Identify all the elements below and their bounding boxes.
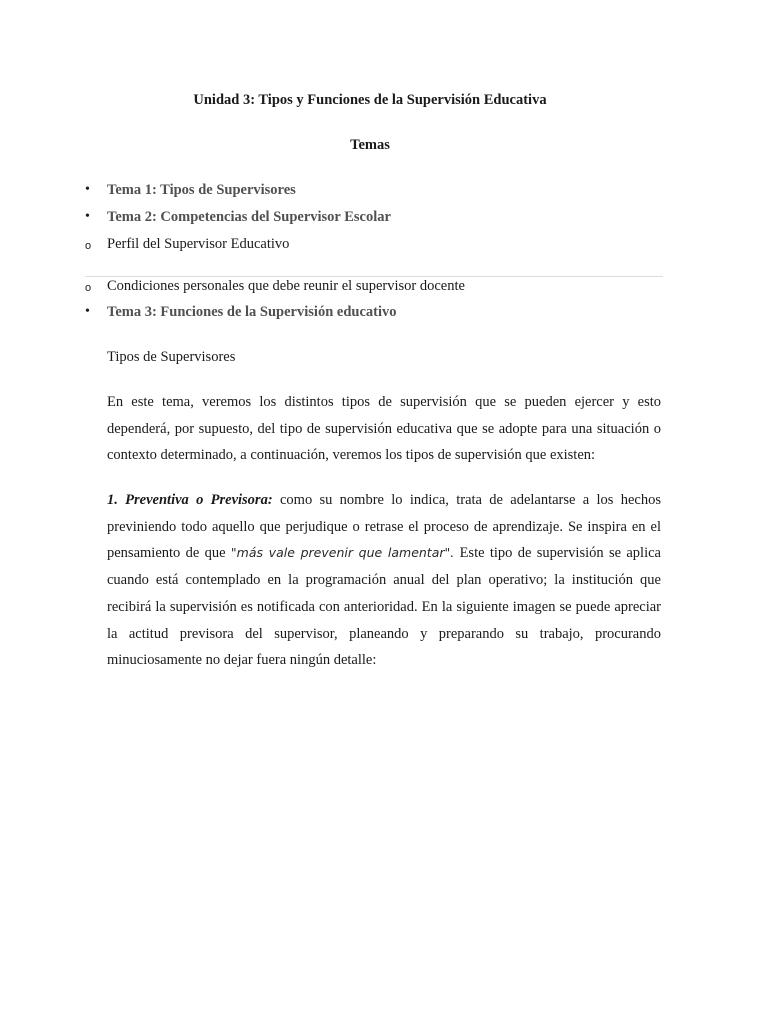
bullet-marker: • <box>85 182 90 197</box>
preventiva-text-b: Este tipo de supervisión se aplica cuando está contemplado en la programación anual del plan operativo; la institución que recibirá la supervisión es notificada con anterioridad. En la siguiente imagen se puede apreciar la actitud previsora del supervisor, planeando y preparando su trabajo, procurando minuciosamente no dejar fuera ningún detalle: <box>107 545 661 669</box>
preventiva-text-a: como su nombre lo indica, trata de adelantarse a los hechos previniendo todo aquello que perjudique o retrase el proceso de aprendizaje. Se inspira en el pensamiento de que <box>107 492 661 562</box>
bullet-marker: • <box>85 304 90 319</box>
outline-item-condiciones: Condiciones personales que debe reunir el supervisor docente <box>107 278 465 294</box>
document-title: Unidad 3: Tipos y Funciones de la Supervisión Educativa <box>193 92 547 108</box>
preventiva-paragraph <box>107 487 661 674</box>
divider-line <box>85 276 663 277</box>
bullet-marker: • <box>85 209 90 224</box>
outline-item-tema-1: Tema 1: Tipos de Supervisores <box>107 182 296 198</box>
circle-marker: o <box>85 240 92 252</box>
document-subtitle: Temas <box>350 137 390 153</box>
outline-item-tema-3: Tema 3: Funciones de la Supervisión educativo <box>107 304 397 320</box>
outline-item-tema-2: Tema 2: Competencias del Supervisor Escolar <box>107 209 391 225</box>
preventiva-label: 1. Preventiva o Previsora: <box>107 492 273 508</box>
circle-marker: o <box>85 282 92 294</box>
intro-paragraph: En este tema, veremos los distintos tipos de supervisión que se pueden ejercer y esto dependerá, por supuesto, del tipo de supervisión educativa que se adopte para una situación o contexto determinado, a continuación, veremos los tipos de supervisión que existen: <box>107 394 661 464</box>
preventiva-quote: "más vale prevenir que lamentar". <box>230 545 455 561</box>
section-heading: Tipos de Supervisores <box>107 349 236 365</box>
outline-item-perfil: Perfil del Supervisor Educativo <box>107 236 290 252</box>
